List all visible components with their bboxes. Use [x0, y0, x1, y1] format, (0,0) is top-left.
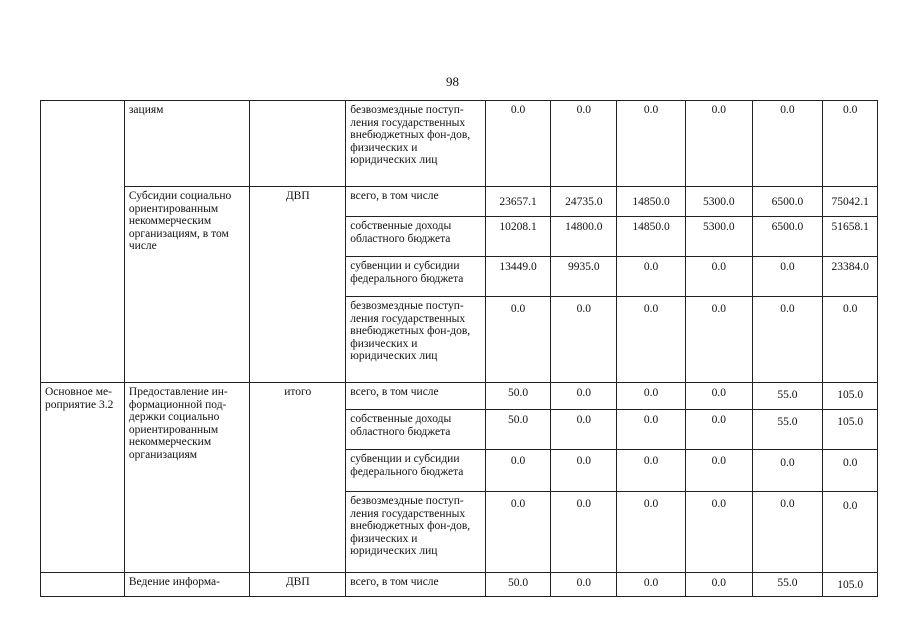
value-cell: 50.0	[485, 573, 551, 597]
value-cell: 0.0	[485, 101, 551, 187]
value-cell: 0.0	[551, 573, 617, 597]
value-cell: 0.0	[823, 101, 878, 187]
funding-source-cell: всего, в том числе	[346, 383, 486, 410]
value-cell: 0.0	[617, 410, 686, 450]
budget-table	[40, 100, 878, 597]
value-cell: 0.0	[752, 101, 823, 187]
value-cell: 0.0	[685, 573, 752, 597]
value-cell: 55.0	[752, 383, 823, 410]
value-cell: 13449.0	[485, 257, 551, 297]
value-cell: 9935.0	[551, 257, 617, 297]
value-cell: 0.0	[551, 450, 617, 492]
value-cell: 0.0	[685, 450, 752, 492]
table-row	[41, 573, 878, 597]
value-cell: 50.0	[485, 383, 551, 410]
table-row	[41, 101, 878, 187]
value-cell: 0.0	[617, 573, 686, 597]
table-row	[41, 187, 878, 217]
value-cell: 0.0	[617, 383, 686, 410]
value-cell: 0.0	[685, 297, 752, 383]
page-number: 98	[446, 74, 459, 89]
value-cell: 0.0	[617, 101, 686, 187]
value-cell: 14800.0	[551, 217, 617, 257]
event-cell: Основное ме-роприятие 3.2	[41, 383, 125, 573]
funding-source-cell: всего, в том числе	[346, 187, 486, 217]
value-cell: 55.0	[752, 573, 823, 597]
funding-source-cell: всего, в том числе	[346, 573, 486, 597]
value-cell: 0.0	[551, 101, 617, 187]
value-cell: 0.0	[485, 297, 551, 383]
value-cell: 0.0	[685, 257, 752, 297]
funding-source-cell: собственные доходы областного бюджета	[346, 217, 486, 257]
value-cell: 105.0	[823, 383, 878, 410]
value-cell: 23384.0	[823, 257, 878, 297]
value-cell: 0.0	[685, 410, 752, 450]
description-cell: зациям	[124, 101, 249, 187]
funding-source-cell: субвенции и субсидии федерального бюджета	[346, 450, 486, 492]
funding-source-cell: собственные доходы областного бюджета	[346, 410, 486, 450]
value-cell: 0.0	[823, 450, 878, 492]
value-cell: 0.0	[485, 492, 551, 573]
value-cell: 0.0	[551, 410, 617, 450]
value-cell: 6500.0	[752, 187, 823, 217]
value-cell: 10208.1	[485, 217, 551, 257]
value-cell: 105.0	[823, 573, 878, 597]
executor-cell	[250, 101, 346, 187]
value-cell: 5300.0	[685, 187, 752, 217]
value-cell: 0.0	[551, 492, 617, 573]
description-cell: Субсидии социально ориентированным некоммерческим организациям, в том числе	[124, 187, 249, 383]
funding-source-cell: безвозмездные поступ-ления государственных внебюджетных фон-дов, физических и юридических лиц	[346, 492, 486, 573]
value-cell: 0.0	[685, 492, 752, 573]
value-cell: 0.0	[752, 450, 823, 492]
value-cell: 0.0	[752, 297, 823, 383]
value-cell: 75042.1	[823, 187, 878, 217]
value-cell: 0.0	[617, 450, 686, 492]
value-cell: 55.0	[752, 410, 823, 450]
value-cell: 14850.0	[617, 217, 686, 257]
description-cell: Предоставление ин-формационной под-держки социально ориентированным некоммерческим организациям	[124, 383, 249, 573]
value-cell: 51658.1	[823, 217, 878, 257]
value-cell: 50.0	[485, 410, 551, 450]
value-cell: 0.0	[551, 297, 617, 383]
executor-cell: ДВП	[250, 573, 346, 597]
value-cell: 0.0	[685, 101, 752, 187]
table-row	[41, 383, 878, 410]
executor-cell: итого	[250, 383, 346, 573]
event-cell	[41, 573, 125, 597]
funding-source-cell: безвозмездные поступ-ления государственных внебюджетных фон-дов, физических и юридических лиц	[346, 101, 486, 187]
value-cell: 14850.0	[617, 187, 686, 217]
funding-source-cell: безвозмездные поступ-ления государственных внебюджетных фон-дов, физических и юридических лиц	[346, 297, 486, 383]
value-cell: 6500.0	[752, 217, 823, 257]
value-cell: 0.0	[752, 257, 823, 297]
value-cell: 0.0	[551, 383, 617, 410]
value-cell: 0.0	[617, 257, 686, 297]
value-cell: 5300.0	[685, 217, 752, 257]
funding-source-cell: субвенции и субсидии федерального бюджета	[346, 257, 486, 297]
value-cell: 24735.0	[551, 187, 617, 217]
value-cell: 0.0	[752, 492, 823, 573]
value-cell: 0.0	[485, 450, 551, 492]
value-cell: 105.0	[823, 410, 878, 450]
value-cell: 0.0	[823, 297, 878, 383]
executor-cell: ДВП	[250, 187, 346, 383]
value-cell: 0.0	[617, 297, 686, 383]
value-cell: 0.0	[823, 492, 878, 573]
description-cell: Ведение информа-	[124, 573, 249, 597]
value-cell: 23657.1	[485, 187, 551, 217]
value-cell: 0.0	[617, 492, 686, 573]
value-cell: 0.0	[685, 383, 752, 410]
event-cell	[41, 101, 125, 383]
